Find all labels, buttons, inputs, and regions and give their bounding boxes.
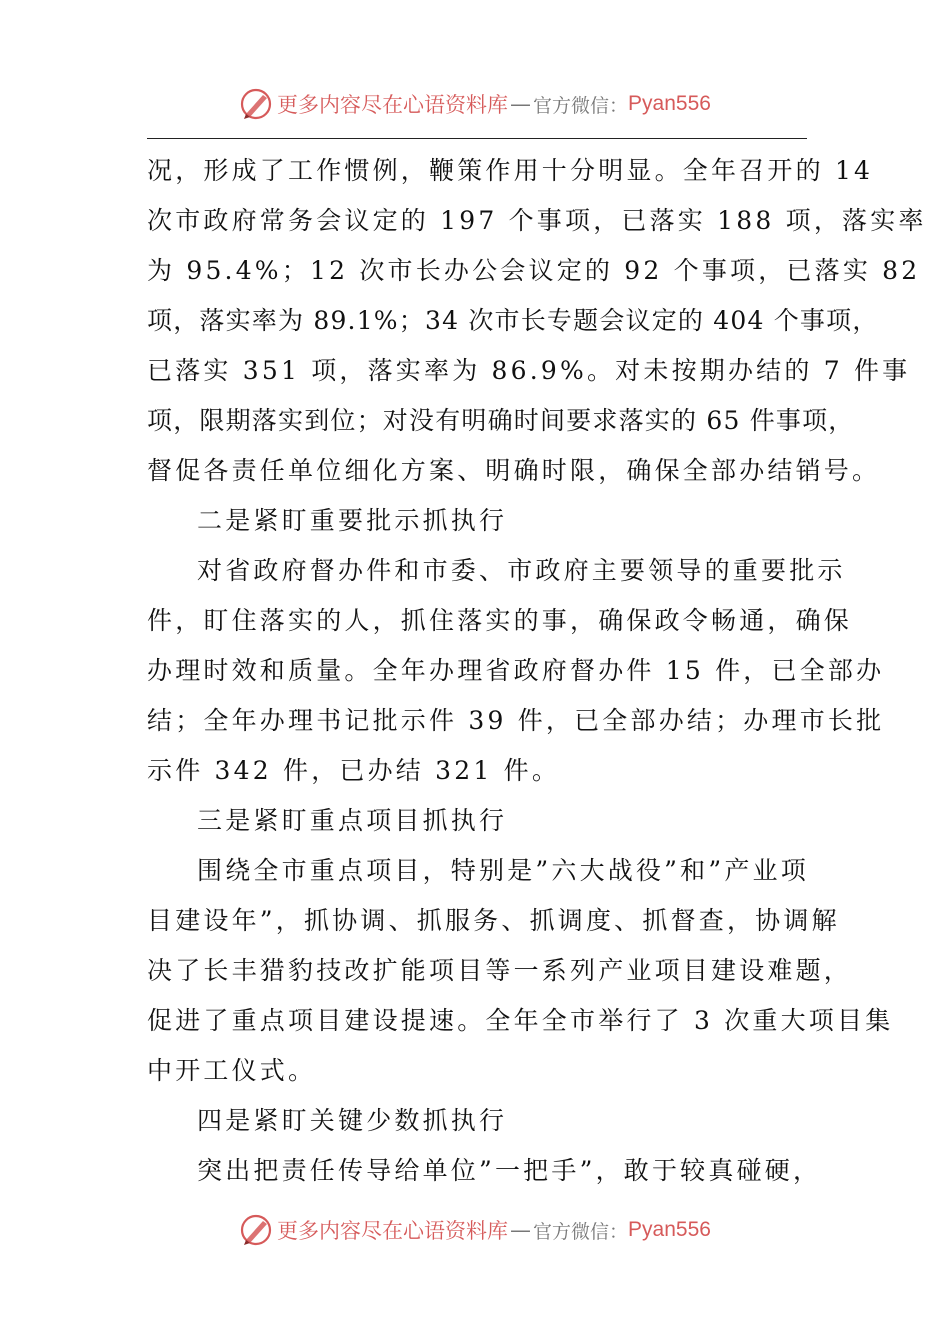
pen-logo-icon [239,87,273,121]
body-line: 次市政府常务会议定的 197 个事项，已落实 188 项，落实率 [147,206,927,235]
body-line: 中开工仪式。 [147,1056,317,1085]
body-line: 督促各责任单位细化方案、明确时限，确保全部办结销号。 [147,456,881,485]
header-wechat-handle: Pyan556 [628,92,711,115]
body-line: 促进了重点项目建设提速。全年全市举行了 3 次重大项目集 [147,1006,894,1035]
body-line: 办理时效和质量。全年办理省政府督办件 15 件，已全部办 [147,656,885,685]
footer-official-label: 官方微信： [533,1220,629,1243]
footer-dash: — [510,1218,532,1242]
footer-site-name: 更多内容尽在心语资料库 [277,1219,509,1243]
body-line: 围绕全市重点项目，特别是”六大战役”和”产业项 [197,856,809,885]
footer-watermark [0,1208,950,1252]
body-line: 示件 342 件，已办结 321 件。 [147,756,561,785]
header-dash: — [510,92,532,116]
header-watermark [0,82,950,126]
body-line: 目建设年”，抓协调、抓服务、抓调度、抓督查，协调解 [147,906,840,935]
body-line: 已落实 351 项，落实率为 86.9%。对未按期办结的 7 件事 [147,356,911,385]
header-official-label: 官方微信： [533,94,629,117]
header-site-name: 更多内容尽在心语资料库 [277,93,509,117]
header-rule [147,138,807,139]
body-line: 决了长丰猎豹技改扩能项目等一系列产业项目建设难题， [147,956,853,985]
section-heading: 四是紧盯关键少数抓执行 [197,1106,508,1135]
body-line: 突出把责任传导给单位”一把手”，敢于较真碰硬， [197,1156,822,1185]
body-line: 对省政府督办件和市委、市政府主要领导的重要批示 [197,556,846,585]
body-line: 况，形成了工作惯例，鞭策作用十分明显。全年召开的 14 [147,156,874,185]
footer-wechat-handle: Pyan556 [628,1218,711,1241]
pen-logo-icon [239,1213,273,1247]
body-line: 项，落实率为 89.1%；34 次市长专题会议定的 404 个事项， [147,306,879,335]
body-line: 项，限期落实到位；对没有明确时间要求落实的 65 件事项， [147,406,855,435]
section-heading: 二是紧盯重要批示抓执行 [197,506,508,535]
section-heading: 三是紧盯重点项目抓执行 [197,806,508,835]
body-line: 件，盯住落实的人，抓住落实的事，确保政令畅通，确保 [147,606,853,635]
body-line: 为 95.4%；12 次市长办公会议定的 92 个事项，已落实 82 [147,256,921,285]
document-body [147,146,927,1196]
body-line: 结；全年办理书记批示件 39 件，已全部办结；办理市长批 [147,706,885,735]
